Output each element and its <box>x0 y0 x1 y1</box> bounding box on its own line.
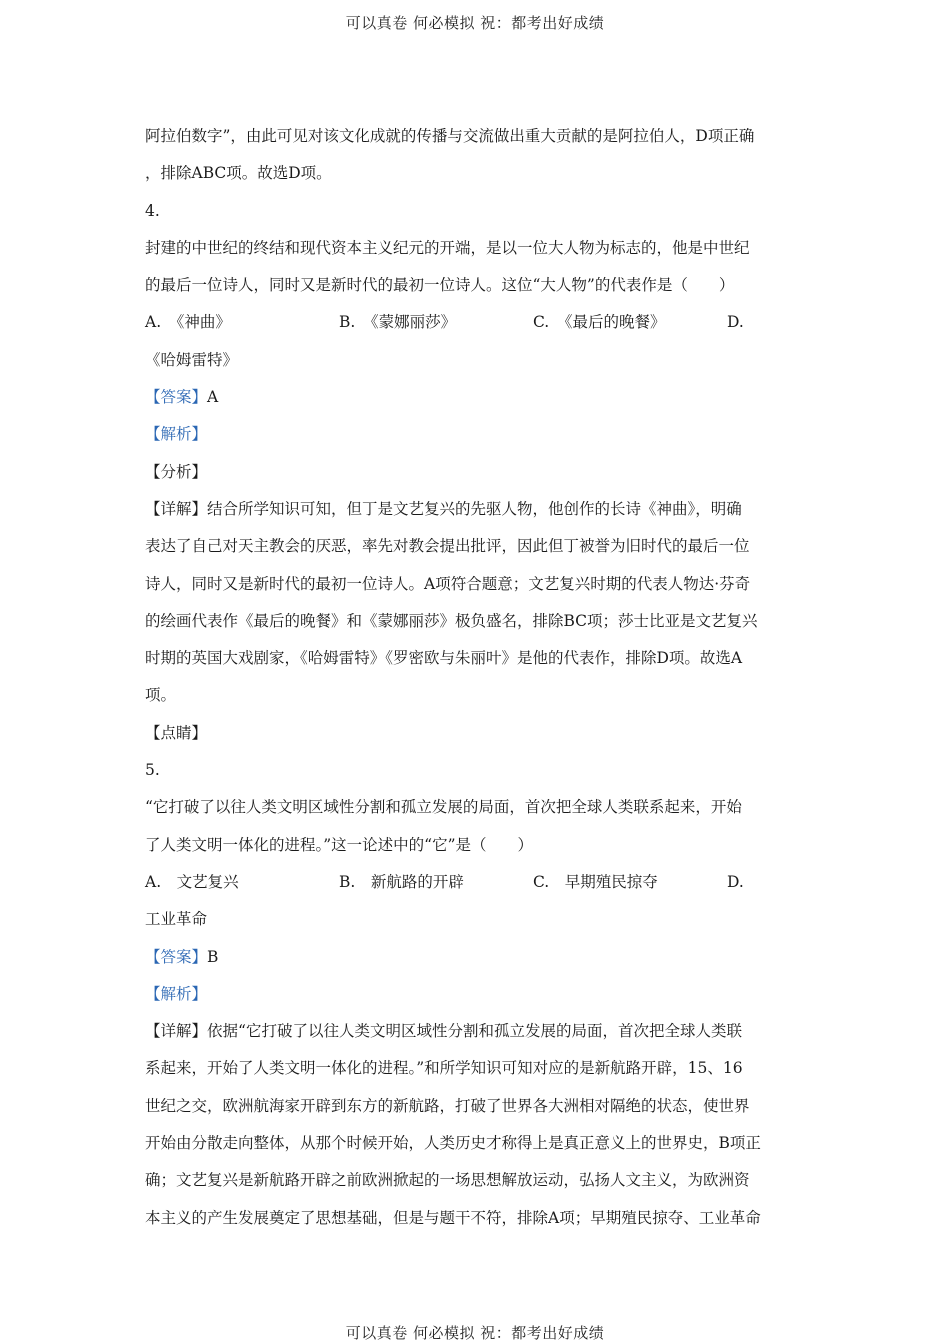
question-4-number: 4. <box>145 201 160 220</box>
question-4-option-d-text: 《哈姆雷特》 <box>145 350 239 369</box>
question-4-option-b: B. 《蒙娜丽莎》 <box>339 313 457 332</box>
question-5-detail-line-2: 系起来，开始了人类文明一体化的进程。”和所学知识可知对应的是新航路开辟，15、16 <box>145 1059 743 1078</box>
question-5-number: 5. <box>145 761 160 780</box>
question-4-detail-line-3: 诗人，同时又是新时代的最初一位诗人。A项符合题意；文艺复兴时期的代表人物达·芬奇 <box>145 574 751 593</box>
analysis-label: 【解析】 <box>145 425 208 444</box>
question-4-fenxi <box>145 454 807 491</box>
prev-explanation-line-1: 阿拉伯数字”，由此可见对该文化成就的传播与交流做出重大贡献的是阿拉伯人，D项正确 <box>145 127 755 145</box>
question-4-option-a: A. 《神曲》 <box>145 313 231 332</box>
answer-label: 【答案】 <box>145 947 208 966</box>
question-5-option-d: D. <box>727 872 744 891</box>
question-4-detail-line-5: 时期的英国大戏剧家，《哈姆雷特》《罗密欧与朱丽叶》是他的代表作，排除D项。故选A <box>145 649 743 668</box>
question-5-stem-line-2: 了人类文明一体化的进程。”这一论述中的“它”是（ ） <box>145 835 534 854</box>
question-5-detail-line-5: 确；文艺复兴是新航路开辟之前欧洲掀起的一场思想解放运动，弘扬人文主义，为欧洲资 <box>145 1171 750 1190</box>
dianjing-label: 【点睛】 <box>145 723 208 742</box>
question-4-options <box>145 304 807 341</box>
question-4-answer <box>145 379 807 416</box>
prev-explanation-line-2: ，排除ABC项。故选D项。 <box>145 164 332 183</box>
answer-label: 【答案】 <box>145 388 208 407</box>
question-4-detail-line-1 <box>145 491 807 528</box>
question-5-options <box>145 864 807 901</box>
question-5-option-c: C. 早期殖民掠夺 <box>533 872 658 891</box>
page-footer: 可以真卷 何必模拟 祝：都考出好成绩 <box>345 1324 605 1342</box>
detail-label: 【详解】 <box>145 1022 208 1041</box>
question-4-detail-line-6: 项。 <box>145 686 177 705</box>
question-4-detail-line-2: 表达了自己对天主教会的厌恶，率先对教会提出批评，因此但丁被誉为旧时代的最后一位 <box>145 537 750 556</box>
question-4-stem-line-2: 的最后一位诗人，同时又是新时代的最初一位诗人。这位“大人物”的代表作是（ ） <box>145 276 735 295</box>
question-5-detail-line-4: 开始由分散走向整体，从那个时候开始，人类历史才称得上是真正意义上的世界史，B项正 <box>145 1134 761 1153</box>
question-5-analysis <box>145 976 807 1013</box>
detail-text: 结合所学知识可知，但丁是文艺复兴的先驱人物，他创作的长诗《神曲》，明确 <box>207 499 742 518</box>
question-4-option-c: C. 《最后的晚餐》 <box>533 313 666 332</box>
answer-value: B <box>207 947 219 966</box>
detail-label: 【详解】 <box>145 499 208 518</box>
document-body <box>145 118 807 1237</box>
answer-value: A <box>207 388 219 407</box>
question-4-stem-line-1: 封建的中世纪的终结和现代资本主义纪元的开端，是以一位大人物为标志的，他是中世纪 <box>145 238 750 257</box>
question-5-option-a: A. 文艺复兴 <box>145 872 239 891</box>
detail-text: 依据“它打破了以往人类文明区域性分割和孤立发展的局面，首次把全球人类联 <box>207 1022 742 1041</box>
question-5-stem-line-1: “它打破了以往人类文明区域性分割和孤立发展的局面，首次把全球人类联系起来，开始 <box>145 798 742 817</box>
question-5-option-d-text: 工业革命 <box>145 910 208 929</box>
question-5-answer <box>145 939 807 976</box>
question-5-detail-line-6: 本主义的产生发展奠定了思想基础，但是与题干不符，排除A项；早期殖民掠夺、工业革命 <box>145 1208 761 1227</box>
question-4-analysis <box>145 416 807 453</box>
question-5-detail-line-3: 世纪之交，欧洲航海家开辟到东方的新航路，打破了世界各大洲相对隔绝的状态，使世界 <box>145 1096 750 1115</box>
fenxi-label: 【分析】 <box>145 462 208 481</box>
question-4-option-d: D. <box>727 313 744 332</box>
analysis-label: 【解析】 <box>145 984 208 1003</box>
question-5-detail-line-1 <box>145 1013 807 1050</box>
page-header: 可以真卷 何必模拟 祝：都考出好成绩 <box>345 14 605 32</box>
question-5-option-b: B. 新航路的开辟 <box>339 872 464 891</box>
question-4-detail-line-4: 的绘画代表作《最后的晚餐》和《蒙娜丽莎》极负盛名，排除BC项；莎士比亚是文艺复兴 <box>145 611 758 630</box>
question-4-dianjing <box>145 715 807 752</box>
